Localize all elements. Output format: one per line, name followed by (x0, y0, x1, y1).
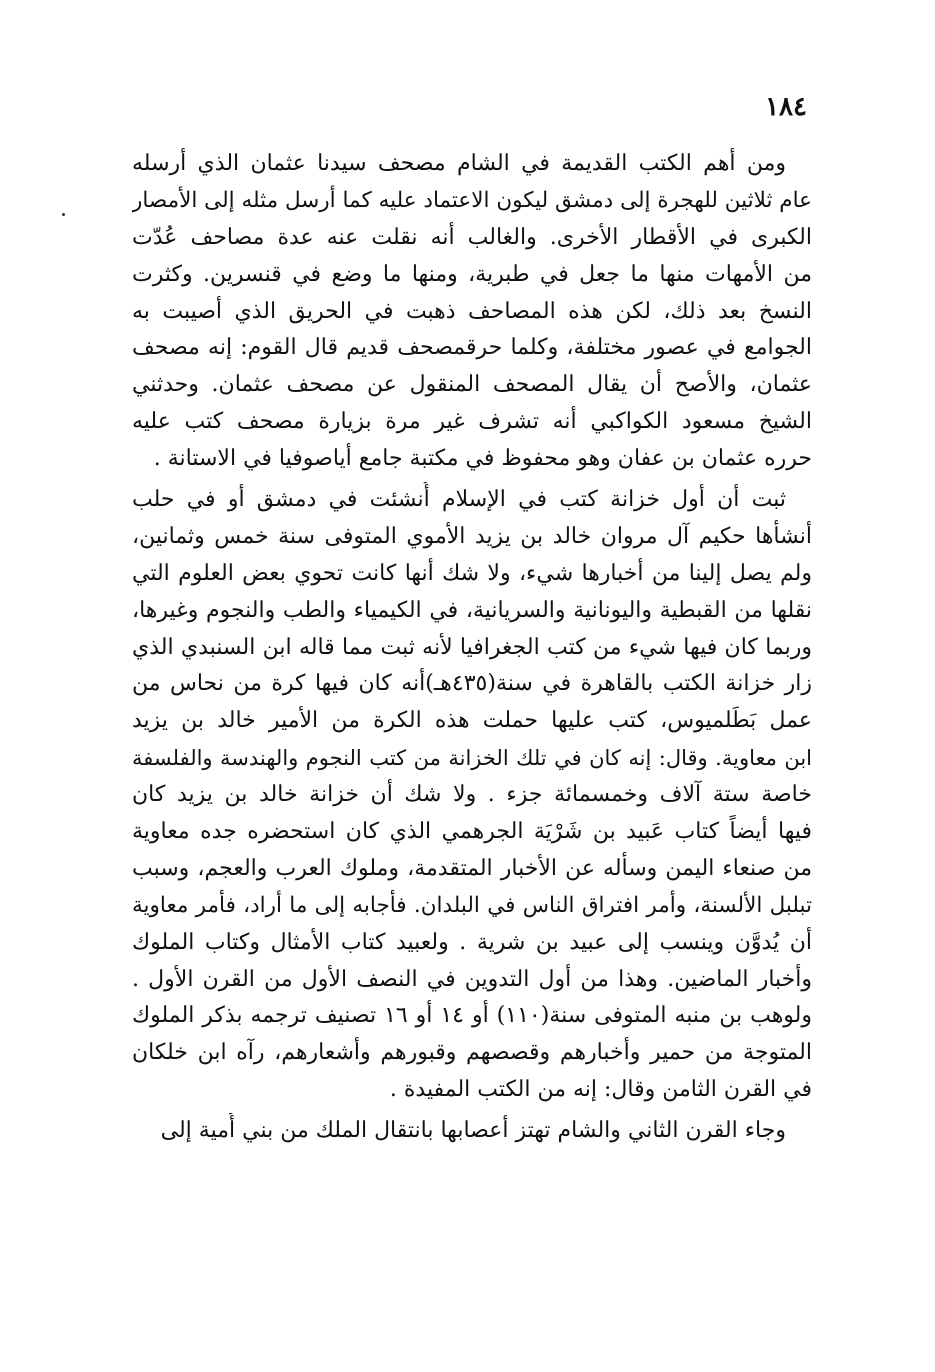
text-line: ومن أهم الكتب القديمة في الشام مصحف سيدنا عثمان الذي أرسله (132, 151, 786, 176)
text-line: من الأمهات منها ما جعل في طبرية، ومنها ما وضع في قنسرين. وكثرت (132, 261, 812, 287)
text-line: من صنعاء اليمن وسأله عن الأخبار المتقدمة، وملوك العرب والعجم، وسبب (132, 855, 812, 881)
text-line: وأخبار الماضين. وهذا من أول التدوين في النصف الأول من القرن الأول . (132, 966, 812, 992)
text-line: الكبرى في الأقطار الأخرى. والغالب أنه نقلت عنه عدة مصاحف عُدّت (132, 224, 812, 250)
text-line: زار خزانة الكتب بالقاهرة في سنة(٤٣٥هـ)أنه كان فيها كرة من نحاس من (132, 671, 812, 697)
text-line: الجوامع في عصور مختلفة، وكلما حرقمصحف قديم قال القوم: إنه مصحف (132, 335, 812, 361)
text-line: عثمان، والأصح أن يقال المصحف المنقول عن مصحف عثمان. وحدثني (132, 372, 812, 398)
text-line: عام ثلاثين للهجرة إلى دمشق ليكون الاعتماد عليه كما أرسل مثله إلى الأمصار (132, 187, 812, 213)
text-line: فيها أيضاً كتاب عَبيد بن شَرْيَة الجرهمي الذي كان استحضره جده معاوية (132, 819, 812, 845)
text-line: وربما كان فيها شيء من كتب الجغرافيا لأنه ثبت مما قاله ابن السنبدي الذي (132, 634, 812, 660)
text-line: نقلها من القبطية واليونانية والسريانية، في الكيمياء والطب والنجوم وغيرها، (132, 597, 812, 623)
text-line: الشيخ مسعود الكواكبي أنه تشرف غير مرة بزيارة مصحف كتب عليه (132, 409, 812, 435)
paragraph (132, 482, 812, 1109)
text-line: ثبت أن أول خزانة كتب في الإسلام أُنشئت في دمشق أو في حلب (132, 487, 786, 513)
text-line: النسخ بعد ذلك، لكن هذه المصاحف ذهبت في الحريق الذي أصيبت به (132, 298, 812, 324)
paragraph (132, 1113, 812, 1150)
text-line: وجاء القرن الثاني والشام تهتز أعصابها بانتقال الملك من بني أُمية إلى (160, 1118, 786, 1144)
text-line: تبلبل الألسنة، وأمر افتراق الناس في البلدان. فأجابه إلى ما أراد، فأمر معاوية (132, 892, 812, 918)
text-line: المتوجة من حمير وأخبارهم وقصصهم وقبورهم وأشعارهم، رآه ابن خلكان (132, 1040, 812, 1066)
text-line: ولوهب بن منبه المتوفى سنة(١١٠) أو ١٤ أو ١٦ تصنيف ترجمه بذكر الملوك (132, 1003, 812, 1029)
body-text (132, 146, 812, 1150)
text-line: خاصة ستة آلاف وخمسمائة جزء . ولا شك أن خزانة خالد بن يزيد كان (132, 782, 812, 808)
text-line: أنشأها حكيم آل مروان خالد بن يزيد الأموي المتوفى سنة خمس وثمانين، (132, 523, 812, 549)
text-line: في القرن الثامن وقال: إنه من الكتب المفيدة . (389, 1077, 812, 1103)
text-line: عمل بَطَلميوس، كتب عليها حملت هذه الكرة من الأمير خالد بن يزيد (132, 708, 812, 734)
paragraph (132, 146, 812, 478)
page-number: ١٨٤ (765, 92, 807, 122)
text-line: ابن معاوية. وقال: إنه كان في تلك الخزانة من كتب النجوم والهندسة والفلسفة (132, 746, 812, 771)
text-line: حرره عثمان بن عفان وهو محفوظ في مكتبة جامع أياصوفيا في الاستانة . (153, 446, 812, 472)
text-line: أن يُدوَّن وينسب إلى عبيد بن شرية . ولعبيد كتاب الأمثال وكتاب الملوك (132, 929, 812, 955)
scan-speck (62, 213, 65, 216)
text-line: ولم يصل إلينا من أخبارها شيء، ولا شك أنها كانت تحوي بعض العلوم التي (132, 560, 812, 586)
